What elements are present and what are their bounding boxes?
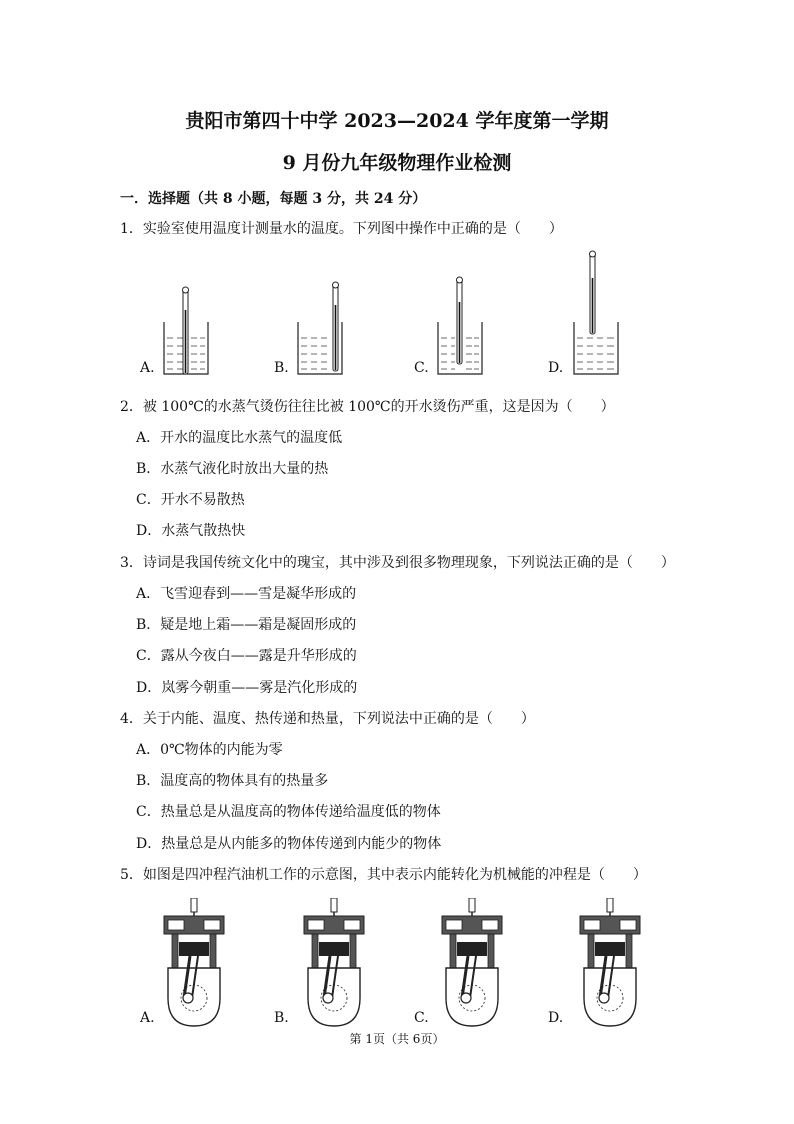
title-line-1: 贵阳市第四十中学 2023—2024 学年度第一学期 <box>185 110 609 132</box>
q1-label-b: B. <box>274 360 289 376</box>
q5-figure-d <box>568 898 652 1028</box>
q3-option-b: B．疑是地上霜——霜是凝固形成的 <box>136 617 357 633</box>
q5-label-c: C. <box>414 1010 429 1026</box>
q4-option-b: B．温度高的物体具有的热量多 <box>136 773 329 789</box>
q5-label-b: B. <box>274 1010 289 1026</box>
title-line-2: 9 月份九年级物理作业检测 <box>282 152 512 174</box>
q1-label-a: A. <box>140 360 155 376</box>
q1-figure-b <box>288 250 358 380</box>
q1-label-d: D. <box>548 360 564 376</box>
q4-option-a: A．0℃物体的内能为零 <box>136 742 283 758</box>
question-1-stem: 1．实验室使用温度计测量水的温度。下列图中操作中正确的是（ ） <box>120 221 563 237</box>
q4-option-c: C．热量总是从温度高的物体传递给温度低的物体 <box>136 804 441 820</box>
q5-figure-c <box>430 898 514 1028</box>
q2-option-c: C．开水不易散热 <box>136 492 245 508</box>
page-footer: 第 1页（共 6页） <box>349 1032 445 1046</box>
q5-label-a: A. <box>140 1010 155 1026</box>
q2-option-d: D．水蒸气散热快 <box>136 523 246 539</box>
q5-figure-a <box>152 898 236 1028</box>
q1-figure-a <box>150 250 220 380</box>
q4-option-d: D．热量总是从内能多的物体传递到内能少的物体 <box>136 836 442 852</box>
q3-option-a: A．飞雪迎春到——雪是凝华形成的 <box>136 586 357 602</box>
q5-label-d: D. <box>548 1010 564 1026</box>
q3-option-d: D．岚雾今朝重——雾是汽化形成的 <box>136 680 358 696</box>
question-4-stem: 4．关于内能、温度、热传递和热量，下列说法中正确的是（ ） <box>120 711 535 727</box>
q1-label-c: C. <box>414 360 429 376</box>
q1-figure-d <box>566 250 636 380</box>
q5-figure-b <box>292 898 376 1028</box>
q2-option-b: B．水蒸气液化时放出大量的热 <box>136 461 329 477</box>
question-5-stem: 5．如图是四冲程汽油机工作的示意图，其中表示内能转化为机械能的冲程是（ ） <box>120 867 647 883</box>
q2-option-a: A．开水的温度比水蒸气的温度低 <box>136 430 343 446</box>
question-3-stem: 3．诗词是我国传统文化中的瑰宝，其中涉及到很多物理现象，下列说法正确的是（ ） <box>120 555 675 571</box>
section-heading: 一．选择题（共 8 小题，每题 3 分，共 24 分） <box>120 191 427 207</box>
q1-figure-c <box>428 250 498 380</box>
question-2-stem: 2．被 100℃的水蒸气烫伤往往比被 100℃的开水烫伤严重，这是因为（ ） <box>120 399 615 415</box>
q3-option-c: C．露从今夜白——露是升华形成的 <box>136 648 357 664</box>
